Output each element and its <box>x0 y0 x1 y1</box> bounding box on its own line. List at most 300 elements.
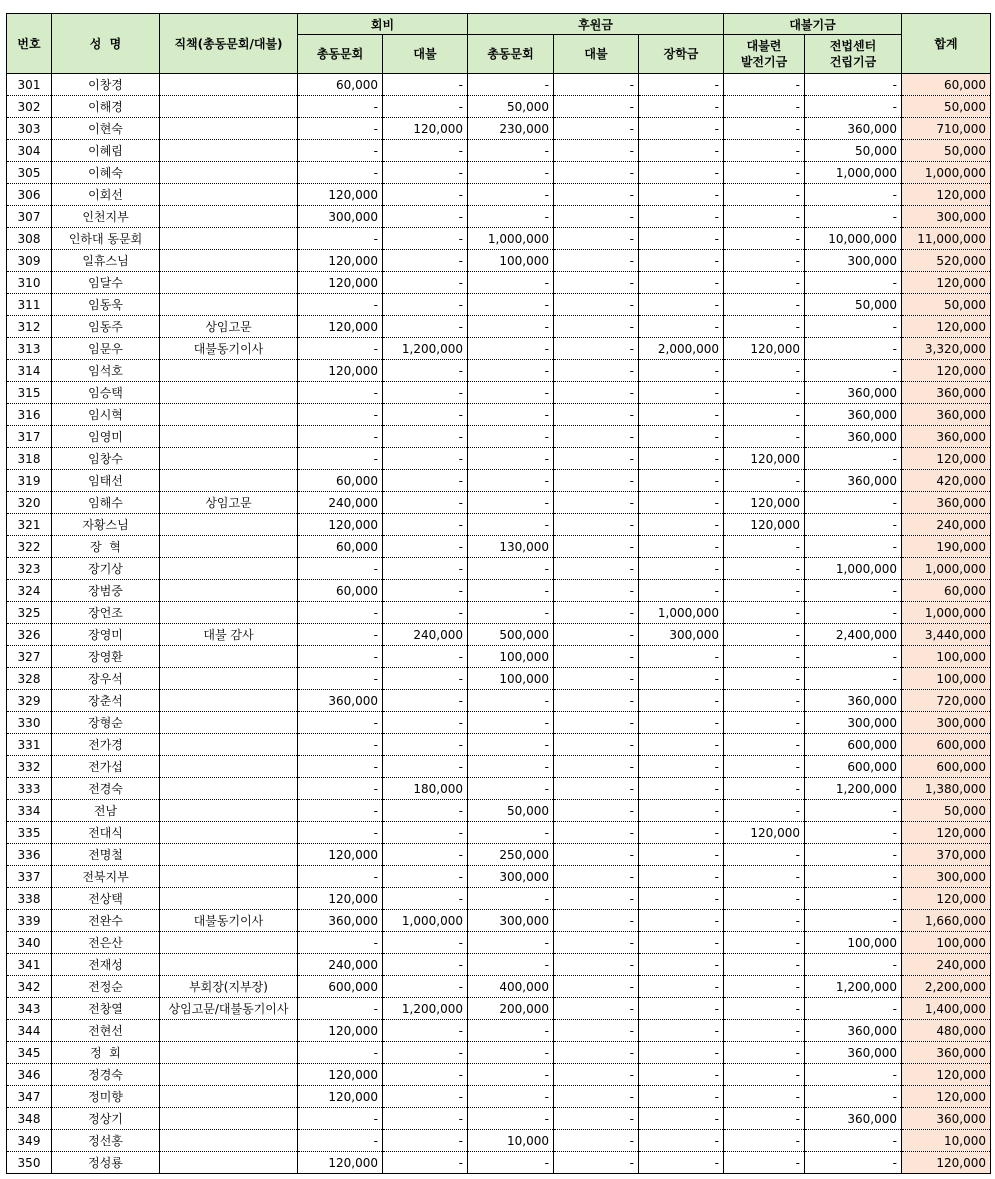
cell-no: 334 <box>7 800 52 822</box>
cell-dues-daebul: - <box>383 426 468 448</box>
cell-role <box>160 822 298 844</box>
cell-dues-daebul: - <box>383 734 468 756</box>
cell-center-fund: - <box>805 492 902 514</box>
cell-support-daebul: - <box>554 866 639 888</box>
cell-scholarship: - <box>639 272 724 294</box>
cell-development-fund: - <box>724 118 805 140</box>
cell-no: 329 <box>7 690 52 712</box>
cell-name: 임승택 <box>52 382 160 404</box>
cell-development-fund: - <box>724 932 805 954</box>
cell-no: 327 <box>7 646 52 668</box>
cell-total: 360,000 <box>902 382 991 404</box>
table-row <box>7 514 991 536</box>
table-row <box>7 580 991 602</box>
cell-no: 308 <box>7 228 52 250</box>
cell-role <box>160 646 298 668</box>
cell-support-daebul: - <box>554 1020 639 1042</box>
cell-support-alumni: - <box>468 1064 554 1086</box>
cell-support-alumni: - <box>468 602 554 624</box>
cell-dues-daebul: 1,200,000 <box>383 338 468 360</box>
cell-no: 330 <box>7 712 52 734</box>
cell-dues-alumni: 120,000 <box>298 360 383 382</box>
cell-dues-alumni: - <box>298 558 383 580</box>
cell-no: 337 <box>7 866 52 888</box>
cell-center-fund: 1,200,000 <box>805 778 902 800</box>
cell-support-alumni: - <box>468 932 554 954</box>
cell-support-daebul: - <box>554 140 639 162</box>
cell-total: 360,000 <box>902 1108 991 1130</box>
cell-no: 315 <box>7 382 52 404</box>
cell-scholarship: - <box>639 778 724 800</box>
header-sub-center-fund: 전법센터 건립기금 <box>805 35 902 74</box>
cell-no: 320 <box>7 492 52 514</box>
cell-dues-alumni: - <box>298 668 383 690</box>
cell-total: 710,000 <box>902 118 991 140</box>
cell-dues-alumni: - <box>298 338 383 360</box>
cell-support-alumni: 100,000 <box>468 668 554 690</box>
cell-role <box>160 360 298 382</box>
header-group-support: 후원금 <box>468 14 724 35</box>
cell-scholarship: - <box>639 1130 724 1152</box>
cell-total: 50,000 <box>902 294 991 316</box>
cell-center-fund: - <box>805 602 902 624</box>
table-row <box>7 646 991 668</box>
cell-total: 120,000 <box>902 184 991 206</box>
cell-name: 이해경 <box>52 96 160 118</box>
cell-support-alumni: 300,000 <box>468 866 554 888</box>
cell-development-fund: - <box>724 580 805 602</box>
cell-scholarship: - <box>639 404 724 426</box>
cell-support-alumni: - <box>468 162 554 184</box>
cell-support-daebul: - <box>554 712 639 734</box>
cell-center-fund: 300,000 <box>805 250 902 272</box>
cell-support-alumni: - <box>468 822 554 844</box>
cell-name: 전남 <box>52 800 160 822</box>
cell-role: 상임고문/대불동기이사 <box>160 998 298 1020</box>
cell-no: 344 <box>7 1020 52 1042</box>
cell-dues-daebul: - <box>383 514 468 536</box>
cell-dues-alumni: - <box>298 228 383 250</box>
cell-scholarship: - <box>639 1064 724 1086</box>
cell-name: 정미향 <box>52 1086 160 1108</box>
cell-dues-alumni: - <box>298 624 383 646</box>
cell-dues-alumni: 120,000 <box>298 1086 383 1108</box>
cell-support-daebul: - <box>554 778 639 800</box>
cell-development-fund: - <box>724 624 805 646</box>
cell-no: 332 <box>7 756 52 778</box>
cell-dues-alumni: 60,000 <box>298 536 383 558</box>
cell-center-fund: 360,000 <box>805 470 902 492</box>
cell-support-alumni: - <box>468 690 554 712</box>
cell-center-fund: 360,000 <box>805 1108 902 1130</box>
cell-dues-daebul: - <box>383 712 468 734</box>
cell-dues-alumni: - <box>298 866 383 888</box>
cell-center-fund: - <box>805 338 902 360</box>
cell-center-fund: - <box>805 800 902 822</box>
cell-total: 120,000 <box>902 1086 991 1108</box>
cell-development-fund: - <box>724 756 805 778</box>
cell-support-alumni: 250,000 <box>468 844 554 866</box>
cell-scholarship: - <box>639 1020 724 1042</box>
cell-total: 60,000 <box>902 580 991 602</box>
cell-dues-alumni: - <box>298 162 383 184</box>
cell-dues-alumni: 120,000 <box>298 272 383 294</box>
cell-development-fund: - <box>724 470 805 492</box>
cell-scholarship: - <box>639 360 724 382</box>
cell-scholarship: - <box>639 822 724 844</box>
cell-no: 309 <box>7 250 52 272</box>
cell-scholarship: - <box>639 734 724 756</box>
cell-scholarship: - <box>639 294 724 316</box>
cell-name: 정 회 <box>52 1042 160 1064</box>
cell-support-daebul: - <box>554 844 639 866</box>
cell-development-fund: - <box>724 1020 805 1042</box>
header-sub-development-fund: 대불련 발전기금 <box>724 35 805 74</box>
cell-center-fund: - <box>805 448 902 470</box>
cell-role <box>160 382 298 404</box>
cell-scholarship: - <box>639 800 724 822</box>
cell-development-fund: - <box>724 888 805 910</box>
cell-name: 일휴스님 <box>52 250 160 272</box>
cell-total: 360,000 <box>902 492 991 514</box>
cell-support-daebul: - <box>554 250 639 272</box>
cell-support-alumni: - <box>468 294 554 316</box>
cell-scholarship: - <box>639 514 724 536</box>
cell-no: 319 <box>7 470 52 492</box>
cell-dues-alumni: - <box>298 96 383 118</box>
cell-center-fund: - <box>805 866 902 888</box>
cell-scholarship: - <box>639 976 724 998</box>
cell-no: 304 <box>7 140 52 162</box>
cell-name: 전완수 <box>52 910 160 932</box>
cell-dues-daebul: - <box>383 272 468 294</box>
table-row <box>7 272 991 294</box>
cell-scholarship: - <box>639 910 724 932</box>
cell-dues-daebul: - <box>383 162 468 184</box>
cell-scholarship: - <box>639 118 724 140</box>
cell-center-fund: - <box>805 184 902 206</box>
cell-no: 341 <box>7 954 52 976</box>
cell-name: 인하대 동문회 <box>52 228 160 250</box>
cell-dues-daebul: - <box>383 888 468 910</box>
cell-total: 120,000 <box>902 822 991 844</box>
cell-no: 343 <box>7 998 52 1020</box>
cell-no: 305 <box>7 162 52 184</box>
cell-dues-daebul: - <box>383 866 468 888</box>
cell-role <box>160 448 298 470</box>
cell-support-alumni: - <box>468 1152 554 1174</box>
cell-role <box>160 1086 298 1108</box>
table-row <box>7 976 991 998</box>
cell-total: 300,000 <box>902 866 991 888</box>
cell-scholarship: - <box>639 250 724 272</box>
cell-dues-alumni: 120,000 <box>298 514 383 536</box>
cell-no: 347 <box>7 1086 52 1108</box>
cell-dues-daebul: - <box>383 1042 468 1064</box>
cell-role <box>160 96 298 118</box>
cell-total: 100,000 <box>902 668 991 690</box>
cell-dues-alumni: - <box>298 1042 383 1064</box>
table-row <box>7 294 991 316</box>
table-header <box>7 14 991 74</box>
cell-scholarship: - <box>639 932 724 954</box>
cell-dues-daebul: - <box>383 360 468 382</box>
cell-center-fund: 360,000 <box>805 1042 902 1064</box>
cell-development-fund: - <box>724 250 805 272</box>
cell-support-daebul: - <box>554 184 639 206</box>
cell-no: 322 <box>7 536 52 558</box>
cell-name: 임동주 <box>52 316 160 338</box>
cell-development-fund: 120,000 <box>724 514 805 536</box>
cell-support-daebul: - <box>554 668 639 690</box>
cell-dues-daebul: - <box>383 690 468 712</box>
cell-name: 전정순 <box>52 976 160 998</box>
cell-center-fund: - <box>805 646 902 668</box>
table-row <box>7 690 991 712</box>
cell-dues-alumni: - <box>298 118 383 140</box>
table-row <box>7 1108 991 1130</box>
cell-support-alumni: 500,000 <box>468 624 554 646</box>
cell-center-fund: 50,000 <box>805 294 902 316</box>
cell-center-fund: 50,000 <box>805 140 902 162</box>
cell-development-fund: - <box>724 74 805 96</box>
table-row <box>7 74 991 96</box>
cell-dues-alumni: - <box>298 646 383 668</box>
cell-role <box>160 162 298 184</box>
cell-development-fund: - <box>724 954 805 976</box>
table-row <box>7 184 991 206</box>
cell-name: 임영미 <box>52 426 160 448</box>
cell-dues-daebul: - <box>383 1108 468 1130</box>
cell-dues-alumni: - <box>298 998 383 1020</box>
cell-support-daebul: - <box>554 1042 639 1064</box>
cell-development-fund: - <box>724 1152 805 1174</box>
cell-center-fund: 360,000 <box>805 404 902 426</box>
table-row <box>7 558 991 580</box>
cell-total: 120,000 <box>902 1152 991 1174</box>
cell-support-alumni: - <box>468 954 554 976</box>
cell-name: 전창열 <box>52 998 160 1020</box>
cell-dues-daebul: - <box>383 1086 468 1108</box>
cell-support-alumni: - <box>468 778 554 800</box>
table-row <box>7 1086 991 1108</box>
cell-support-daebul: - <box>554 162 639 184</box>
cell-center-fund: 100,000 <box>805 932 902 954</box>
cell-dues-daebul: - <box>383 448 468 470</box>
cell-dues-alumni: 360,000 <box>298 690 383 712</box>
cell-support-daebul: - <box>554 206 639 228</box>
cell-support-daebul: - <box>554 932 639 954</box>
cell-center-fund: 600,000 <box>805 756 902 778</box>
cell-dues-daebul: - <box>383 976 468 998</box>
cell-total: 3,440,000 <box>902 624 991 646</box>
table-row <box>7 866 991 888</box>
cell-development-fund: - <box>724 1108 805 1130</box>
cell-support-alumni: 10,000 <box>468 1130 554 1152</box>
cell-support-daebul: - <box>554 888 639 910</box>
cell-role <box>160 712 298 734</box>
cell-no: 306 <box>7 184 52 206</box>
cell-role <box>160 470 298 492</box>
cell-name: 장우석 <box>52 668 160 690</box>
donation-table <box>6 13 991 1174</box>
cell-center-fund: - <box>805 844 902 866</box>
cell-support-alumni: - <box>468 888 554 910</box>
cell-support-alumni: 300,000 <box>468 910 554 932</box>
cell-no: 323 <box>7 558 52 580</box>
table-row <box>7 888 991 910</box>
cell-support-daebul: - <box>554 96 639 118</box>
cell-role <box>160 536 298 558</box>
header-sub-scholarship: 장학금 <box>639 35 724 74</box>
cell-development-fund: - <box>724 272 805 294</box>
cell-total: 11,000,000 <box>902 228 991 250</box>
cell-support-alumni: - <box>468 206 554 228</box>
cell-total: 600,000 <box>902 734 991 756</box>
cell-role: 대불동기이사 <box>160 338 298 360</box>
cell-total: 1,660,000 <box>902 910 991 932</box>
cell-development-fund: - <box>724 1042 805 1064</box>
cell-development-fund: - <box>724 910 805 932</box>
table-row <box>7 910 991 932</box>
cell-role <box>160 514 298 536</box>
cell-support-alumni: 50,000 <box>468 96 554 118</box>
cell-dues-daebul: 1,200,000 <box>383 998 468 1020</box>
table-row <box>7 316 991 338</box>
cell-dues-daebul: - <box>383 294 468 316</box>
cell-support-daebul: - <box>554 1108 639 1130</box>
cell-name: 임문우 <box>52 338 160 360</box>
cell-name: 장기상 <box>52 558 160 580</box>
cell-center-fund: 1,200,000 <box>805 976 902 998</box>
cell-support-alumni: 50,000 <box>468 800 554 822</box>
cell-name: 정선홍 <box>52 1130 160 1152</box>
cell-support-alumni: - <box>468 360 554 382</box>
cell-dues-alumni: 120,000 <box>298 316 383 338</box>
cell-center-fund: - <box>805 910 902 932</box>
table-row <box>7 1064 991 1086</box>
cell-dues-alumni: - <box>298 756 383 778</box>
cell-name: 이혜숙 <box>52 162 160 184</box>
cell-support-daebul: - <box>554 272 639 294</box>
cell-scholarship: - <box>639 140 724 162</box>
cell-support-daebul: - <box>554 228 639 250</box>
cell-role <box>160 1042 298 1064</box>
cell-total: 1,000,000 <box>902 162 991 184</box>
header-group-fund: 대불기금 <box>724 14 902 35</box>
cell-support-alumni: - <box>468 272 554 294</box>
cell-scholarship: - <box>639 646 724 668</box>
cell-development-fund: - <box>724 646 805 668</box>
cell-development-fund: - <box>724 426 805 448</box>
cell-dues-alumni: 120,000 <box>298 888 383 910</box>
table-row <box>7 492 991 514</box>
cell-total: 50,000 <box>902 800 991 822</box>
cell-support-alumni: - <box>468 514 554 536</box>
cell-center-fund: 360,000 <box>805 426 902 448</box>
cell-total: 120,000 <box>902 316 991 338</box>
cell-scholarship: - <box>639 1108 724 1130</box>
cell-center-fund: 1,000,000 <box>805 558 902 580</box>
cell-support-alumni: - <box>468 338 554 360</box>
cell-dues-daebul: - <box>383 228 468 250</box>
cell-no: 312 <box>7 316 52 338</box>
cell-total: 240,000 <box>902 954 991 976</box>
header-sub-dues-alumni: 총동문회 <box>298 35 383 74</box>
table-row <box>7 624 991 646</box>
cell-scholarship: - <box>639 382 724 404</box>
cell-scholarship: - <box>639 756 724 778</box>
cell-support-daebul: - <box>554 976 639 998</box>
cell-center-fund: - <box>805 998 902 1020</box>
cell-name: 자황스님 <box>52 514 160 536</box>
cell-center-fund: - <box>805 954 902 976</box>
cell-dues-daebul: - <box>383 250 468 272</box>
cell-center-fund: 360,000 <box>805 382 902 404</box>
cell-name: 전대식 <box>52 822 160 844</box>
cell-role <box>160 206 298 228</box>
cell-dues-alumni: 120,000 <box>298 250 383 272</box>
cell-name: 임달수 <box>52 272 160 294</box>
cell-dues-daebul: - <box>383 1064 468 1086</box>
cell-development-fund: - <box>724 558 805 580</box>
cell-name: 장영환 <box>52 646 160 668</box>
cell-development-fund: - <box>724 228 805 250</box>
cell-center-fund: - <box>805 514 902 536</box>
cell-total: 190,000 <box>902 536 991 558</box>
cell-center-fund: 10,000,000 <box>805 228 902 250</box>
cell-development-fund: - <box>724 734 805 756</box>
table-row <box>7 844 991 866</box>
cell-scholarship: 300,000 <box>639 624 724 646</box>
cell-total: 360,000 <box>902 426 991 448</box>
cell-dues-alumni: - <box>298 426 383 448</box>
cell-total: 360,000 <box>902 404 991 426</box>
cell-dues-alumni: 120,000 <box>298 1064 383 1086</box>
cell-development-fund: - <box>724 382 805 404</box>
table-row <box>7 712 991 734</box>
cell-role <box>160 1020 298 1042</box>
cell-role <box>160 250 298 272</box>
cell-dues-daebul: - <box>383 668 468 690</box>
cell-support-daebul: - <box>554 646 639 668</box>
cell-total: 2,200,000 <box>902 976 991 998</box>
cell-role: 부회장(지부장) <box>160 976 298 998</box>
cell-dues-daebul: 1,000,000 <box>383 910 468 932</box>
cell-scholarship: - <box>639 888 724 910</box>
cell-dues-alumni: - <box>298 404 383 426</box>
cell-dues-daebul: - <box>383 404 468 426</box>
cell-no: 348 <box>7 1108 52 1130</box>
cell-dues-daebul: - <box>383 536 468 558</box>
cell-total: 120,000 <box>902 448 991 470</box>
cell-role <box>160 888 298 910</box>
cell-name: 임시혁 <box>52 404 160 426</box>
cell-dues-alumni: - <box>298 712 383 734</box>
cell-role <box>160 228 298 250</box>
cell-support-daebul: - <box>554 734 639 756</box>
cell-development-fund: - <box>724 184 805 206</box>
cell-development-fund: - <box>724 800 805 822</box>
cell-support-daebul: - <box>554 910 639 932</box>
cell-name: 임창수 <box>52 448 160 470</box>
table-row <box>7 602 991 624</box>
cell-no: 339 <box>7 910 52 932</box>
cell-development-fund: - <box>724 162 805 184</box>
table-row <box>7 932 991 954</box>
cell-no: 349 <box>7 1130 52 1152</box>
cell-role <box>160 602 298 624</box>
